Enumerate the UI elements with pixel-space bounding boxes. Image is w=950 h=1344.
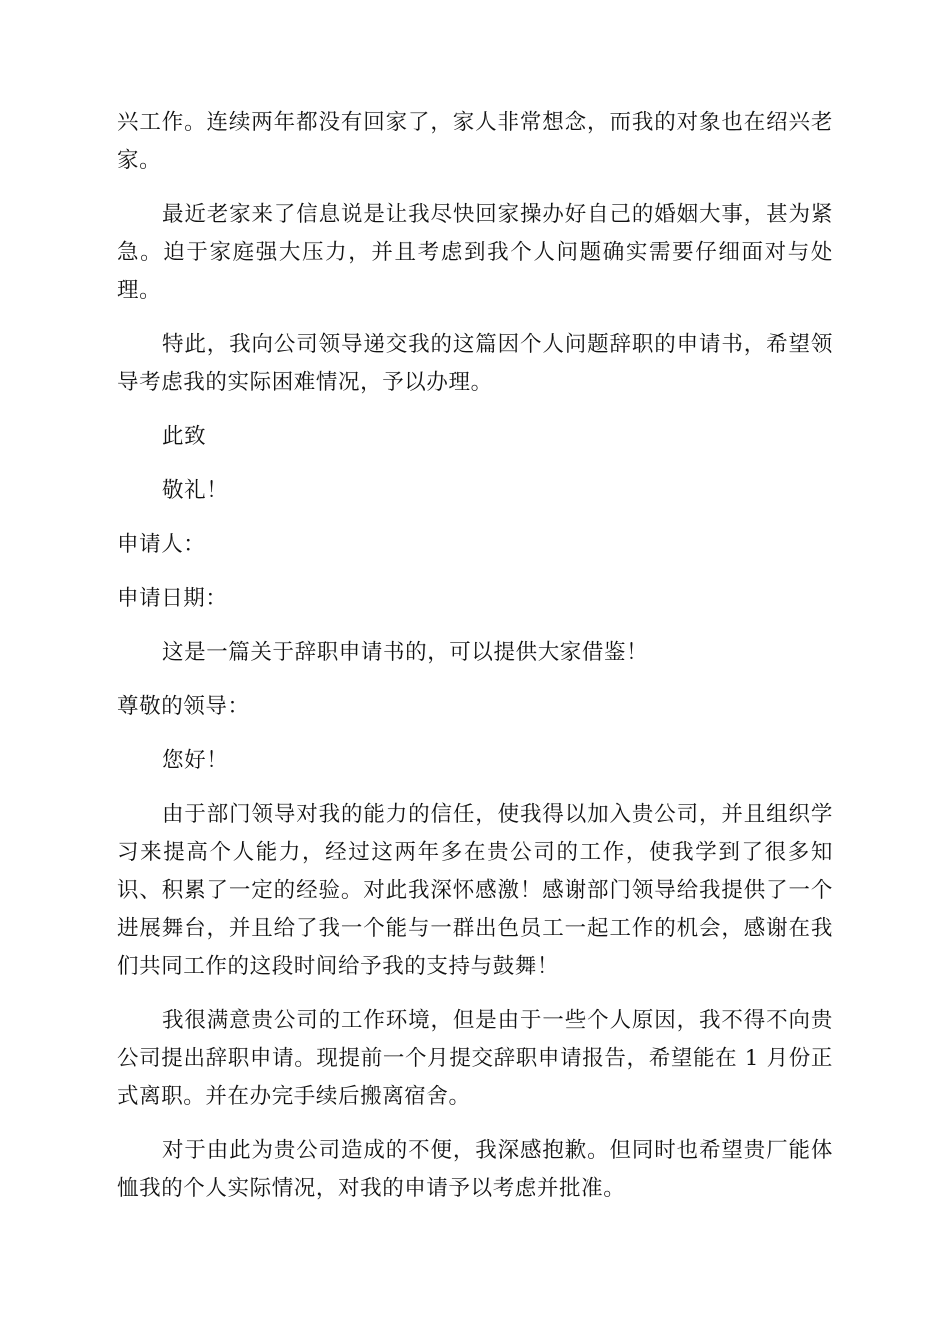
letter-hello: 您好！ (162, 748, 229, 773)
applicant-label: 申请人： (117, 532, 206, 557)
letter-greeting: 尊敬的领导： (117, 694, 250, 719)
intro-note: 这是一篇关于辞职申请书的，可以提供大家借鉴！ (162, 640, 649, 665)
paragraph-apology: 对于由此为贵公司造成的不便，我深感抱歉。但同时也希望贵厂能体恤我的个人实际情况，对我的申请予以考虑并批准。 (117, 1138, 833, 1201)
paragraph-resignation: 我很满意贵公司的工作环境，但是由于一些个人原因，我不得不向贵公司提出辞职申请。现提前一个月提交辞职申请报告，希望能在 1 月份正式离职。并在办完手续后搬离宿舍。 (117, 1008, 833, 1109)
paragraph-request: 特此，我向公司领导递交我的这篇因个人问题辞职的申请书，希望领导考虑我的实际困难情况，予以办理。 (117, 332, 833, 395)
document-page (117, 104, 833, 1224)
paragraph-gratitude: 由于部门领导对我的能力的信任，使我得以加入贵公司，并且组织学习来提高个人能力，经过这两年多在贵公司的工作，使我学到了很多知识、积累了一定的经验。对此我深怀感激！感谢部门领导给我提供了一个进展舞台，并且给了我一个能与一群出色员工一起工作的机会，感谢在我们共同工作的这段时间给予我的支持与鼓舞！ (117, 802, 833, 979)
closing-salutation: 此致 (162, 424, 207, 449)
application-date-label: 申请日期： (117, 586, 228, 611)
paragraph-reason: 最近老家来了信息说是让我尽快回家操办好自己的婚姻大事，甚为紧急。迫于家庭强大压力，并且考虑到我个人问题确实需要仔细面对与处理。 (117, 202, 833, 303)
closing-regards: 敬礼！ (162, 478, 229, 503)
paragraph-continuation: 兴工作。连续两年都没有回家了，家人非常想念，而我的对象也在绍兴老家。 (117, 110, 833, 173)
